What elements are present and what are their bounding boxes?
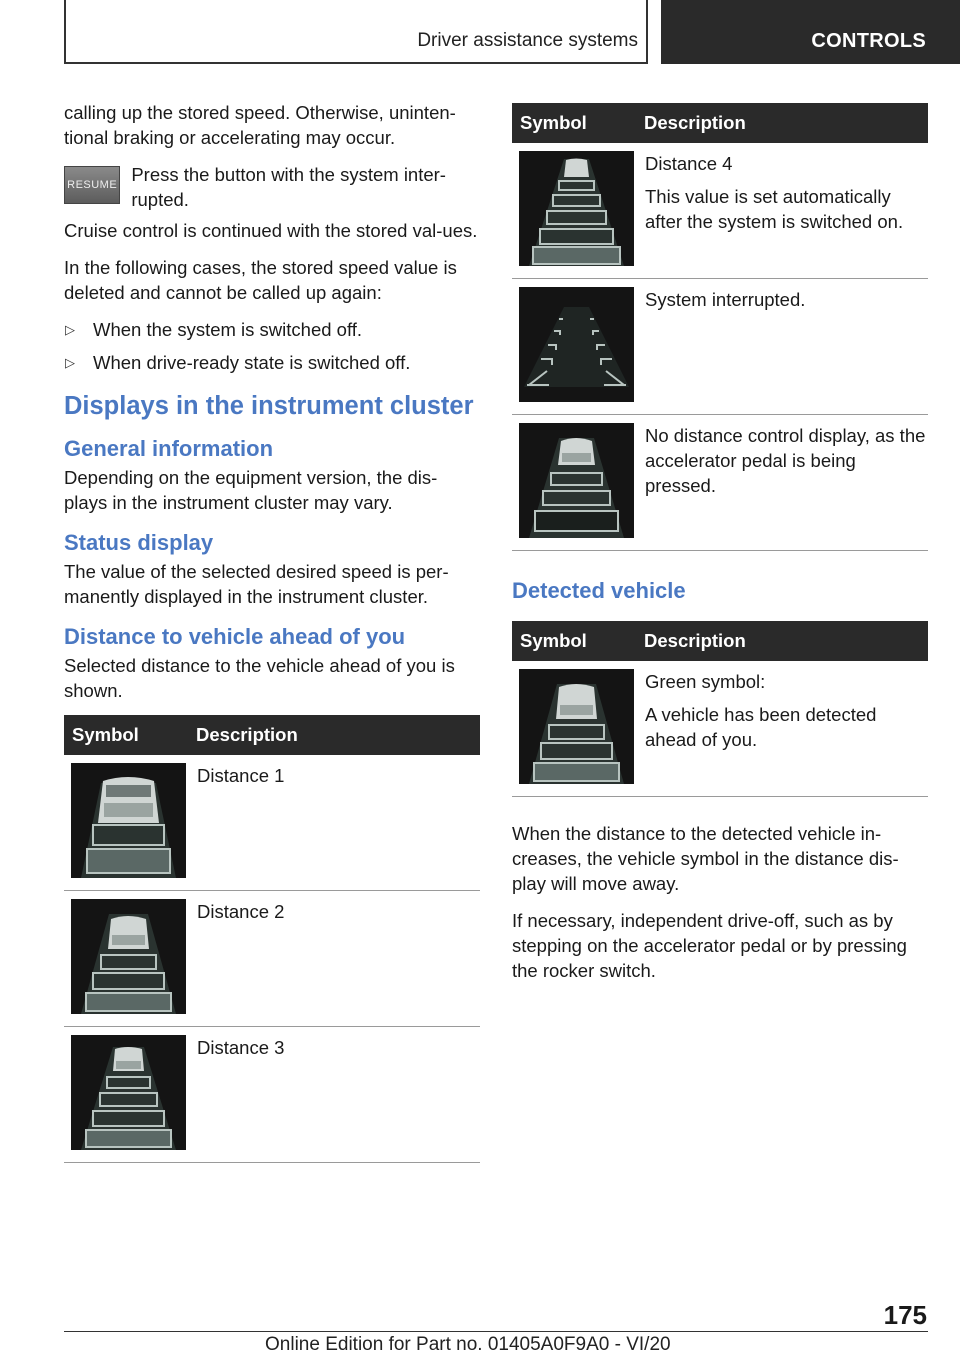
- paragraph: The value of the selected desired speed is per‐manently displayed in the instrument cluster.: [64, 561, 449, 607]
- column-header-description: Description: [636, 103, 928, 143]
- list-item: [64, 317, 480, 342]
- list-item-text: When drive-ready state is switched off.: [93, 352, 411, 373]
- list-item-text: When the system is switched off.: [93, 319, 363, 340]
- column-header-symbol: Symbol: [512, 103, 636, 143]
- system-interrupted-icon: [519, 287, 634, 402]
- subsection-heading: Status display: [64, 530, 214, 555]
- description-text: System interrupted.: [645, 289, 806, 310]
- column-header-description: Description: [188, 715, 480, 755]
- header-chapter-tab: [661, 0, 960, 64]
- section-heading: Displays in the instrument cluster: [64, 392, 474, 420]
- page-number: 175: [883, 1300, 927, 1330]
- bullet-list: [64, 317, 480, 375]
- table-row: [64, 1027, 480, 1163]
- column-header-symbol: Symbol: [64, 715, 188, 755]
- description-text: A vehicle has been detected ahead of you.: [645, 704, 877, 750]
- description-cell: [636, 661, 928, 797]
- table-row: [64, 755, 480, 891]
- subsection-heading: General information: [64, 436, 274, 461]
- resume-instruction: [64, 162, 480, 212]
- left-column: [64, 100, 480, 1163]
- description-text: Distance 2: [197, 901, 285, 922]
- description-text: No distance control display, as the accelerator pedal is being pressed.: [645, 425, 926, 496]
- description-cell: [188, 891, 480, 1027]
- table-header-row: [512, 103, 928, 143]
- table-row: [512, 143, 928, 279]
- paragraph: calling up the stored speed. Otherwise, uninten‐tional braking or accelerating may occur.: [64, 102, 456, 148]
- distance-table-continued: [512, 103, 928, 551]
- subsection-heading: Detected vehicle: [512, 578, 686, 603]
- description-text: Distance 3: [197, 1037, 285, 1058]
- symbol-cell: [64, 891, 188, 1027]
- description-cell: [636, 143, 928, 279]
- edition-note: Online Edition for Part no. 01405A0F9A0 - VI/20: [265, 1334, 671, 1355]
- table-row: [64, 891, 480, 1027]
- resume-button-icon: [64, 166, 120, 204]
- paragraph: Depending on the equipment version, the dis‐plays in the instrument cluster may vary.: [64, 467, 438, 513]
- table-row: [512, 415, 928, 551]
- list-item: [64, 350, 480, 375]
- table-row: [512, 279, 928, 415]
- description-cell: [636, 279, 928, 415]
- distance-3-icon: [71, 1035, 186, 1150]
- description-text: Distance 4: [645, 153, 733, 174]
- symbol-cell: [64, 1027, 188, 1163]
- detected-vehicle-icon: [519, 669, 634, 784]
- description-text: Distance 1: [197, 765, 285, 786]
- distance-1-icon: [71, 763, 186, 878]
- header-section-title: Driver assistance systems: [417, 30, 638, 51]
- description-text: Green symbol:: [645, 671, 766, 692]
- distance-2-icon: [71, 899, 186, 1014]
- header-chapter-label: CONTROLS: [811, 30, 926, 52]
- paragraph: Selected distance to the vehicle ahead of you is shown.: [64, 655, 455, 701]
- distance-4-icon: [519, 151, 634, 266]
- table-header-row: [64, 715, 480, 755]
- no-distance-control-icon: [519, 423, 634, 538]
- column-header-symbol: Symbol: [512, 621, 636, 661]
- triangle-bullet-icon: ▷: [65, 322, 75, 337]
- subsection-heading: Distance to vehicle ahead of you: [64, 624, 406, 649]
- symbol-cell: [512, 661, 636, 797]
- column-header-description: Description: [636, 621, 928, 661]
- triangle-bullet-icon: ▷: [65, 355, 75, 370]
- symbol-cell: [64, 755, 188, 891]
- table-row: [512, 661, 928, 797]
- resume-instruction-text: Press the button with the system inter‐rupted.: [131, 164, 446, 210]
- description-cell: [636, 415, 928, 551]
- paragraph: When the distance to the detected vehicle in‐creases, the vehicle symbol in the distance dis‐play will move away.: [512, 823, 899, 894]
- symbol-cell: [512, 279, 636, 415]
- paragraph: Cruise control is continued with the stored val‐ues.: [64, 220, 478, 241]
- paragraph: In the following cases, the stored speed value is deleted and cannot be called up again:: [64, 257, 457, 303]
- detected-vehicle-table: [512, 621, 928, 797]
- symbol-cell: [512, 415, 636, 551]
- footer-divider: [64, 1331, 928, 1332]
- right-column: [512, 103, 928, 995]
- paragraph: If necessary, independent drive-off, such as by stepping on the accelerator pedal or by pressing the rocker switch.: [512, 910, 907, 981]
- description-cell: [188, 755, 480, 891]
- description-text: This value is set automatically after the system is switched on.: [645, 186, 904, 232]
- description-cell: [188, 1027, 480, 1163]
- distance-table: [64, 715, 480, 1163]
- resume-button-label: RESUME: [67, 179, 118, 191]
- table-header-row: [512, 621, 928, 661]
- symbol-cell: [512, 143, 636, 279]
